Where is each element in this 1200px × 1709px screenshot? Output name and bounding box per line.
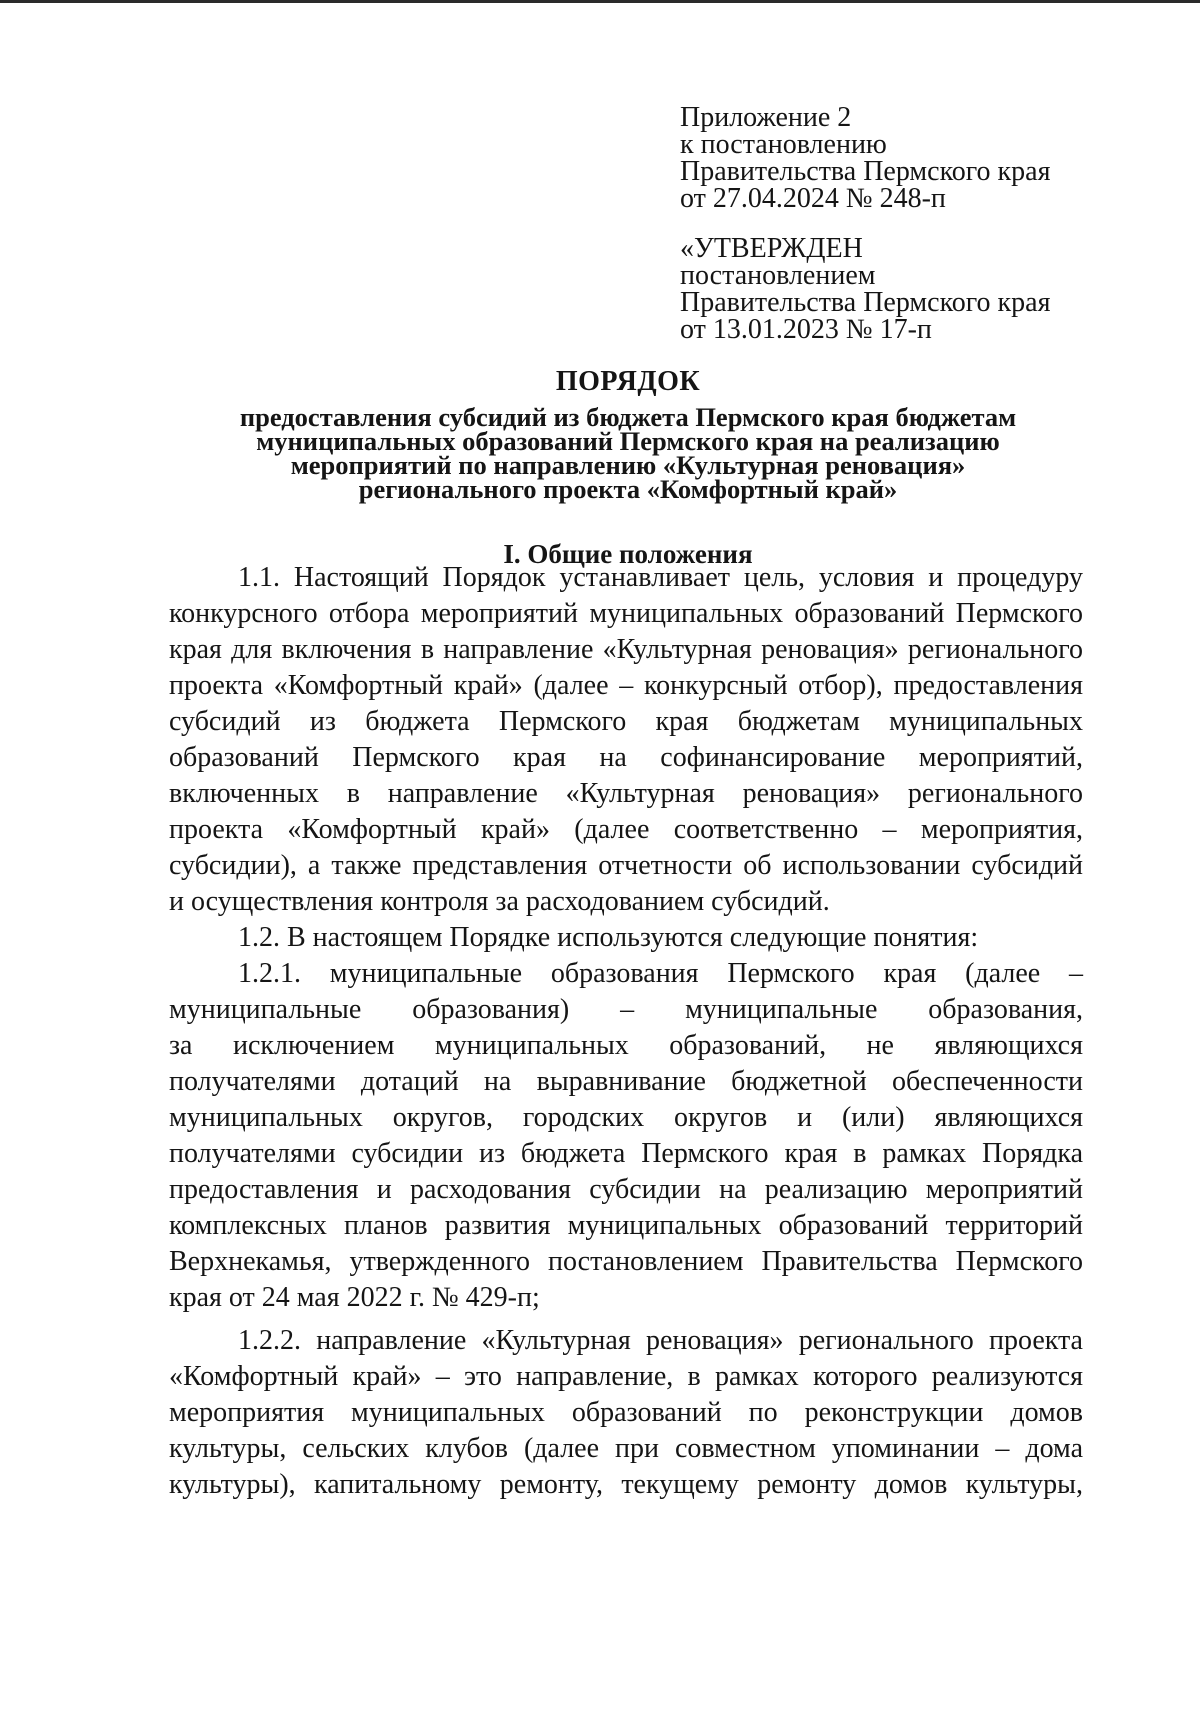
subtitle-line: мероприятий по направлению «Культурная реновация» [290,450,966,480]
body-line: 1.2.2. направление «Культурная реновация» регионального проекта [238,1325,1083,1356]
body-line: субсидии), а также представления отчетности об использовании субсидий [169,850,1083,881]
appendix-line: к постановлению [680,129,887,160]
body-line: мероприятия муниципальных образований по реконструкции домов [169,1397,1083,1428]
body-line: конкурсного отбора мероприятий муниципальных образований Пермского [169,598,1083,629]
subtitle-line: предоставления субсидий из бюджета Пермского края бюджетам [239,402,1017,432]
body-line: 1.1. Настоящий Порядок устанавливает цель, условия и процедуру [238,562,1083,593]
appendix-line: от 27.04.2024 № 248-п [680,183,946,214]
approved-line: постановлением [680,260,876,291]
body-line: проекта «Комфортный край» (далее – конкурсный отбор), предоставления [169,670,1083,701]
body-line: муниципальных округов, городских округов и (или) являющихся [169,1102,1083,1133]
body-line: 1.2. В настоящем Порядке используются следующие понятия: [238,922,979,953]
body-line: включенных в направление «Культурная реновация» регионального [169,778,1083,809]
appendix-line: Правительства Пермского края [680,156,1051,187]
document-subtitle [168,402,1088,504]
appendix-line: Приложение 2 [680,102,852,133]
approved-line: «УТВЕРЖДЕН [680,233,863,264]
approved-line: Правительства Пермского края [680,287,1051,318]
body-line: за исключением муниципальных образований, не являющихся [169,1030,1083,1061]
body-line: края для включения в направление «Культурная реновация» регионального [169,634,1083,665]
body-line: культуры, сельских клубов (далее при совместном упоминании – дома [169,1433,1083,1464]
subtitle-line: муниципальных образований Пермского края на реализацию [256,426,1000,456]
body-line: муниципальные образования) – муниципальные образования, [169,994,1083,1025]
body-line: субсидий из бюджета Пермского края бюджетам муниципальных [169,706,1083,737]
body-line: «Комфортный край» – это направление, в рамках которого реализуются [169,1361,1083,1392]
approved-line: от 13.01.2023 № 17-п [680,314,932,345]
body-line: края от 24 мая 2022 г. № 429-п; [169,1282,540,1313]
body-line: проекта «Комфортный край» (далее соответственно – мероприятия, [169,814,1083,845]
appendix-reference [680,104,1120,212]
document-title: ПОРЯДОК [555,366,701,397]
subtitle-line: регионального проекта «Комфортный край» [358,474,898,504]
body-line: образований Пермского края на софинансирование мероприятий, [169,742,1083,773]
body-line: 1.2.1. муниципальные образования Пермского края (далее – [238,958,1083,989]
top-border-line [0,0,1200,3]
body-line: получателями дотаций на выравнивание бюджетной обеспеченности [169,1066,1083,1097]
body-line: комплексных планов развития муниципальных образований территорий [169,1210,1083,1241]
body-line: и осуществления контроля за расходованием субсидий. [169,886,830,917]
body-line: предоставления и расходования субсидии на реализацию мероприятий [169,1174,1083,1205]
body-line: получателями субсидии из бюджета Пермского края в рамках Порядка [169,1138,1083,1169]
body-line: культуры), капитальному ремонту, текущему ремонту домов культуры, [169,1469,1083,1500]
section-heading: I. Общие положения [503,539,753,569]
approval-stamp-text [680,235,1120,343]
body-line: Верхнекамья, утвержденного постановлением Правительства Пермского [169,1246,1083,1277]
